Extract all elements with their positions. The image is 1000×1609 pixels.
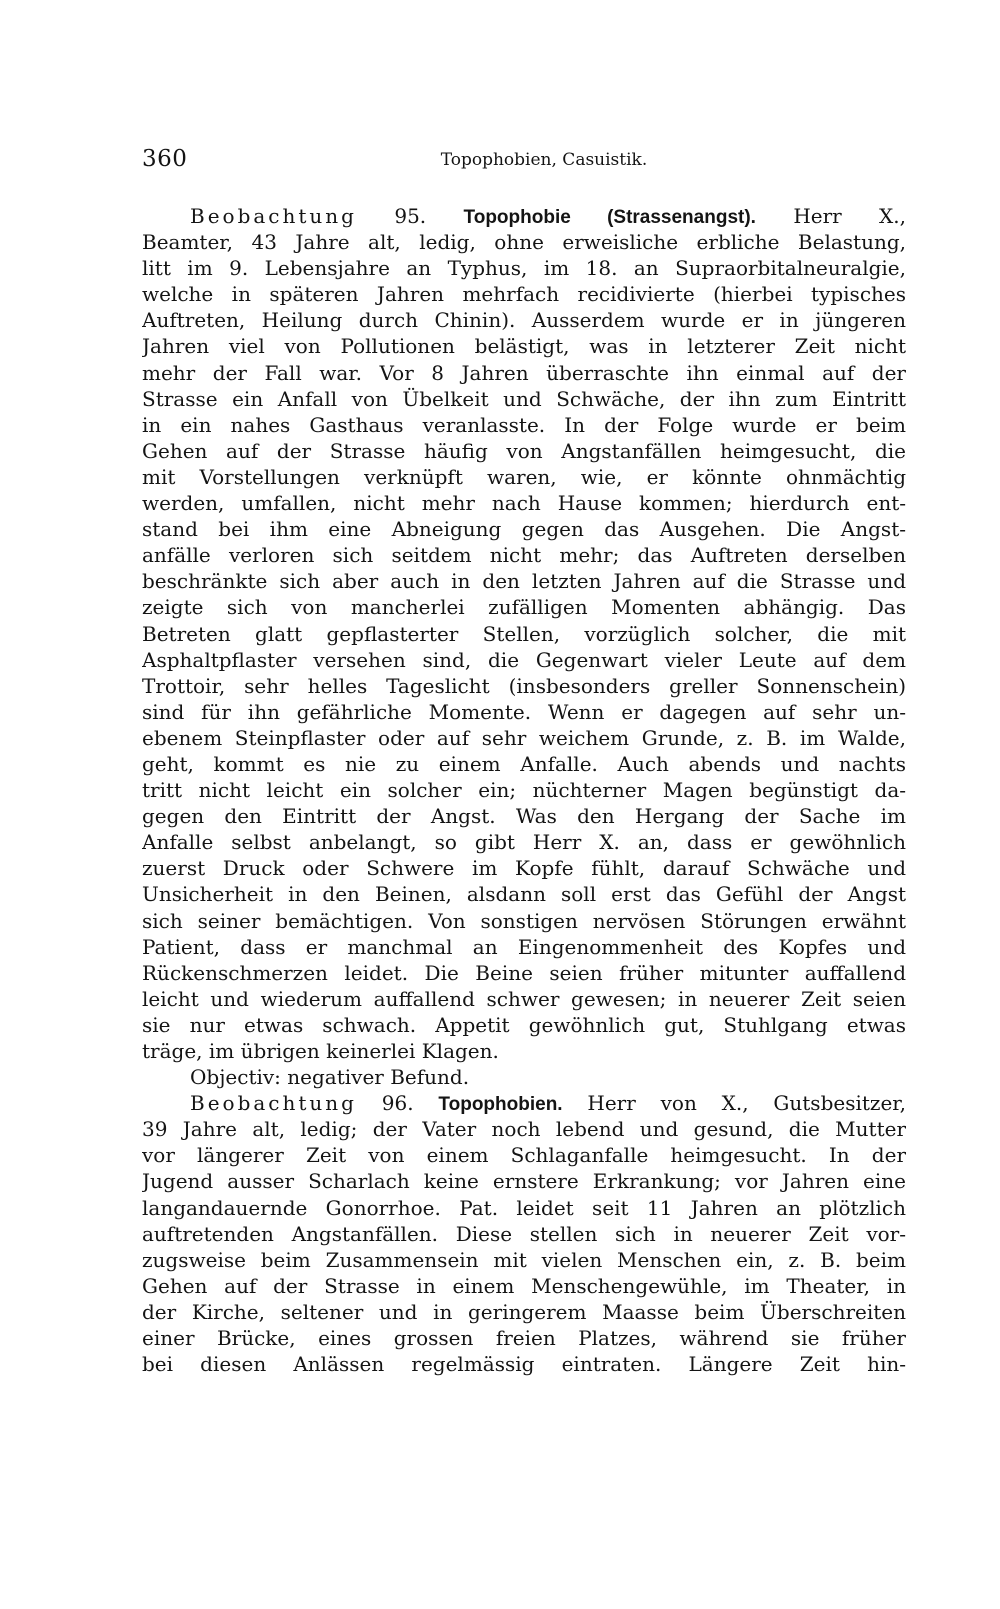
- paragraph-line: sind für ihn gefährliche Momente. Wenn er dagegen auf sehr un-: [142, 699, 906, 724]
- paragraph-line: tritt nicht leicht ein solcher ein; nüchterner Magen begünstigt da-: [142, 778, 906, 803]
- paragraph-line: träge, im übrigen keinerlei Klagen.: [142, 1039, 499, 1063]
- paragraph-line: anfälle verloren sich seitdem nicht mehr; das Auftreten derselben: [142, 543, 906, 568]
- paragraph-line: litt im 9. Lebensjahre an Typhus, im 18. an Supraorbitalneuralgie,: [142, 256, 906, 281]
- observation-number: 95.: [394, 204, 427, 228]
- observation-label: Beobachtung: [190, 1091, 357, 1116]
- paragraph-line: bei diesen Anlässen regelmässig eintraten. Längere Zeit hin-: [142, 1352, 906, 1377]
- observation-95-heading-line: [142, 203, 906, 229]
- paragraph-line: welche in späteren Jahren mehrfach recidivierte (hierbei typisches: [142, 282, 906, 307]
- paragraph-line: Asphaltpflaster versehen sind, die Gegenwart vieler Leute auf dem: [142, 647, 906, 672]
- observation-label: Beobachtung: [190, 204, 357, 228]
- observation-number: 96.: [381, 1091, 414, 1116]
- paragraph-line: leicht und wiederum auffallend schwer gewesen; in neuerer Zeit seien: [142, 986, 906, 1011]
- paragraph-line: sich seiner bemächtigen. Von sonstigen nervösen Störungen erwähnt: [142, 908, 906, 933]
- paragraph-line: gegen den Eintritt der Angst. Was den Hergang der Sache im: [142, 804, 906, 829]
- paragraph-line: mit Vorstellungen verknüpft waren, wie, er könnte ohnmächtig: [142, 464, 906, 489]
- paragraph-line: Auftreten, Heilung durch Chinin). Ausserdem wurde er in jüngeren: [142, 308, 906, 333]
- paragraph-line: Trottoir, sehr helles Tageslicht (insbesonders greller Sonnenschein): [142, 673, 906, 698]
- paragraph-line: stand bei ihm eine Abneigung gegen das Ausgehen. Die Angst-: [142, 517, 906, 542]
- paragraph-line: der Kirche, seltener und in geringerem Maasse beim Überschreiten: [142, 1299, 906, 1324]
- paragraph-line: Beamter, 43 Jahre alt, ledig, ohne erweisliche erbliche Belastung,: [142, 230, 906, 255]
- paragraph-line: Betreten glatt gepflasterter Stellen, vorzüglich solcher, die mit: [142, 621, 906, 646]
- paragraph-line: zuerst Druck oder Schwere im Kopfe fühlt, darauf Schwäche und: [142, 856, 906, 881]
- paragraph-line: werden, umfallen, nicht mehr nach Hause kommen; hierdurch ent-: [142, 491, 906, 516]
- paragraph-line: zugsweise beim Zusammensein mit vielen Menschen ein, z. B. beim: [142, 1247, 906, 1272]
- paragraph-line: mehr der Fall war. Vor 8 Jahren überraschte ihn einmal auf der: [142, 360, 906, 385]
- paragraph-line: Jahren viel von Pollutionen belästigt, was in letzterer Zeit nicht: [142, 334, 906, 359]
- observation-96-heading-line: [142, 1090, 906, 1116]
- paragraph-line: ebenem Steinpflaster oder auf sehr weichem Grunde, z. B. im Walde,: [142, 725, 906, 750]
- body-text: [142, 203, 906, 1377]
- paragraph-line: geht, kommt es nie zu einem Anfalle. Auch abends und nachts: [142, 751, 906, 776]
- paragraph-line: Jugend ausser Scharlach keine ernstere Erkrankung; vor Jahren eine: [142, 1169, 906, 1194]
- observation-title: Topophobie (Strassenangst).: [463, 207, 756, 228]
- paragraph-line: einer Brücke, eines grossen freien Platzes, während sie früher: [142, 1326, 906, 1351]
- paragraph-line: auftretenden Angstanfällen. Diese stellen sich in neuerer Zeit vor-: [142, 1221, 906, 1246]
- paragraph-line: beschränkte sich aber auch in den letzten Jahren auf die Strasse und: [142, 569, 906, 594]
- page-number: 360: [142, 146, 188, 172]
- paragraph-line: Strasse ein Anfall von Übelkeit und Schwäche, der ihn zum Eintritt: [142, 386, 906, 411]
- paragraph-line: Unsicherheit in den Beinen, alsdann soll erst das Gefühl der Angst: [142, 882, 906, 907]
- paragraph-line: vor längerer Zeit von einem Schlaganfalle heimgesucht. In der: [142, 1143, 906, 1168]
- page-header: [142, 146, 906, 180]
- paragraph-line: Herr X.,: [793, 204, 906, 228]
- objective-finding: Objectiv: negativer Befund.: [190, 1065, 470, 1090]
- observation-title: Topophobien.: [438, 1094, 563, 1116]
- paragraph-line: Anfalle selbst anbelangt, so gibt Herr X. an, dass er gewöhnlich: [142, 830, 906, 855]
- paragraph-line: Gehen auf der Strasse häufig von Angstanfällen heimgesucht, die: [142, 438, 906, 463]
- paragraph-line: langandauernde Gonorrhoe. Pat. leidet seit 11 Jahren an plötzlich: [142, 1195, 906, 1220]
- running-head: Topophobien, Casuistik.: [440, 150, 648, 170]
- paragraph-line: Patient, dass er manchmal an Eingenommenheit des Kopfes und: [142, 934, 906, 959]
- paragraph-line: Rückenschmerzen leidet. Die Beine seien früher mitunter auffallend: [142, 960, 906, 985]
- paragraph-line: in ein nahes Gasthaus veranlasste. In der Folge wurde er beim: [142, 412, 906, 437]
- paragraph-line: sie nur etwas schwach. Appetit gewöhnlich gut, Stuhlgang etwas: [142, 1012, 906, 1037]
- paragraph-line: Gehen auf der Strasse in einem Menschengewühle, im Theater, in: [142, 1273, 906, 1298]
- paragraph-line: zeigte sich von mancherlei zufälligen Momenten abhängig. Das: [142, 595, 906, 620]
- paragraph-line: 39 Jahre alt, ledig; der Vater noch lebend und gesund, die Mutter: [142, 1117, 906, 1142]
- paragraph-line: Herr von X., Gutsbesitzer,: [587, 1091, 906, 1116]
